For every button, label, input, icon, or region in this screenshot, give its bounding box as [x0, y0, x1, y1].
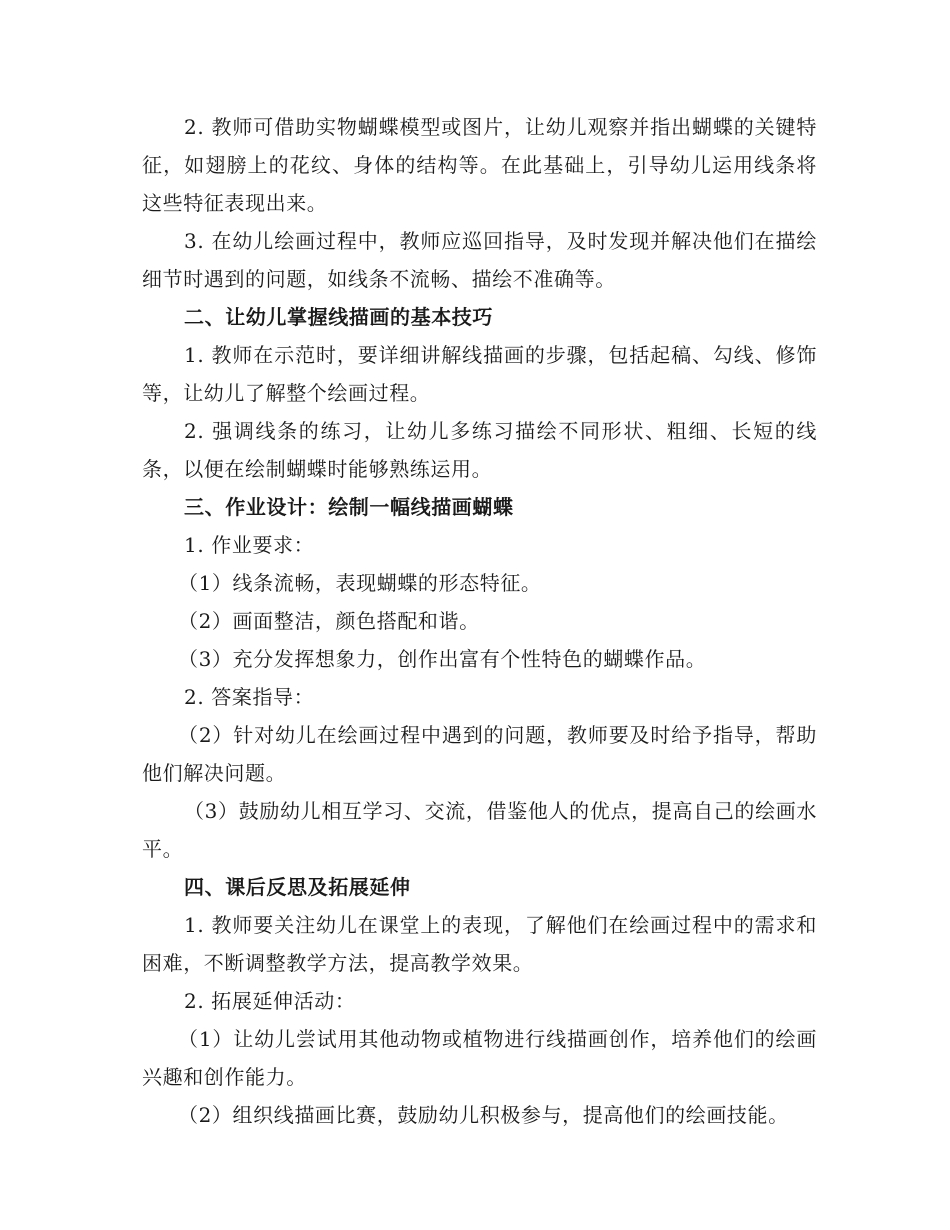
list-item-extension-1: （1）让幼儿尝试用其他动物或植物进行线描画创作，培养他们的绘画兴趣和创作能力。: [142, 1027, 817, 1089]
list-item-extension-2: （2）组织线描画比赛，鼓励幼儿积极参与，提高他们的绘画技能。: [178, 1103, 789, 1127]
list-item-requirement-3: （3）充分发挥想象力，创作出富有个性特色的蝴蝶作品。: [178, 647, 707, 671]
section-heading-line-drawing-skills: 二、让幼儿掌握线描画的基本技巧: [184, 305, 493, 329]
list-item-requirement-2: （2）画面整洁，颜色搭配和谐。: [178, 609, 480, 633]
paragraph-extension-activities: 2. 拓展延伸活动：: [184, 989, 356, 1013]
document-page: [142, 108, 817, 1134]
paragraph-demonstration-steps: 1. 教师在示范时，要详细讲解线描画的步骤，包括起稿、勾线、修饰等，让幼儿了解整个绘画过程。: [142, 343, 817, 405]
section-heading-homework-design: 三、作业设计：绘制一幅线描画蝴蝶: [184, 495, 514, 519]
paragraph-butterfly-features: 2. 教师可借助实物蝴蝶模型或图片，让幼儿观察并指出蝴蝶的关键特征，如翅膀上的花纹、身体的结构等。在此基础上，引导幼儿运用线条将这些特征表现出来。: [142, 115, 817, 215]
list-item-guidance-3: （3）鼓励幼儿相互学习、交流，借鉴他人的优点，提高自己的绘画水平。: [142, 799, 817, 861]
paragraph-homework-requirements: 1. 作业要求：: [184, 533, 315, 557]
list-item-guidance-2: （2）针对幼儿在绘画过程中遇到的问题，教师要及时给予指导，帮助他们解决问题。: [142, 723, 817, 785]
section-heading-reflection: 四、课后反思及拓展延伸: [184, 875, 411, 899]
paragraph-teacher-guidance: 3. 在幼儿绘画过程中，教师应巡回指导，及时发现并解决他们在描绘细节时遇到的问题，如线条不流畅、描绘不准确等。: [142, 229, 817, 291]
paragraph-reflection-teacher: 1. 教师要关注幼儿在课堂上的表现，了解他们在绘画过程中的需求和困难，不断调整教学方法，提高教学效果。: [142, 913, 817, 975]
paragraph-answer-guidance: 2. 答案指导：: [184, 685, 315, 709]
paragraph-line-practice: 2. 强调线条的练习，让幼儿多练习描绘不同形状、粗细、长短的线条，以便在绘制蝴蝶时能够熟练运用。: [142, 419, 817, 481]
list-item-requirement-1: （1）线条流畅，表现蝴蝶的形态特征。: [178, 571, 542, 595]
